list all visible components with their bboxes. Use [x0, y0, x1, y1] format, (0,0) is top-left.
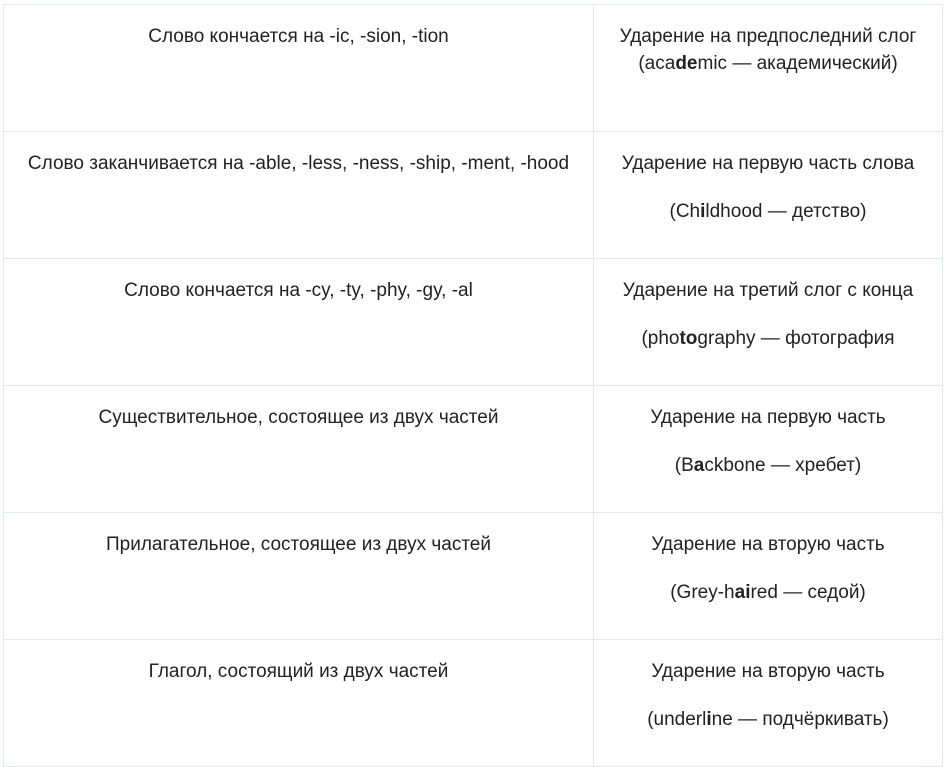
- rule-cell: [4, 259, 594, 386]
- rule-text: Слово кончается на -cy, -ty, -phy, -gy, -al: [124, 280, 473, 301]
- table-row: [4, 640, 943, 767]
- stress-example: (Childhood — детство): [669, 201, 867, 222]
- table-row: [4, 5, 943, 132]
- stress-description: Ударение на вторую часть: [651, 661, 885, 682]
- stress-cell: [594, 386, 943, 513]
- rule-text: Глагол, состоящий из двух частей: [148, 661, 449, 682]
- stressed-syllable: to: [679, 328, 698, 349]
- table-row: [4, 386, 943, 513]
- stress-cell: [594, 640, 943, 767]
- rule-cell: [4, 386, 594, 513]
- table-row: [4, 513, 943, 640]
- rule-text: Слово заканчивается на -able, -less, -ness, -ship, -ment, -hood: [27, 153, 570, 174]
- stressed-syllable: de: [675, 53, 698, 74]
- rule-cell: [4, 132, 594, 259]
- stress-example: (Grey-haired — седой): [670, 582, 866, 603]
- stress-description: Ударение на предпоследний слог: [619, 26, 917, 47]
- stressed-syllable: ai: [734, 582, 751, 603]
- stress-cell: [594, 259, 943, 386]
- rule-cell: [4, 5, 594, 132]
- rule-cell: [4, 640, 594, 767]
- stress-example: (underline — подчёркивать): [647, 709, 889, 730]
- stress-description: Ударение на третий слог с конца: [622, 280, 914, 301]
- stress-example: (academic — академический): [638, 53, 898, 74]
- table-row: [4, 132, 943, 259]
- rule-text: Существительное, состоящее из двух частей: [98, 407, 499, 428]
- rule-text: Прилагательное, состоящее из двух частей: [106, 534, 491, 555]
- stress-cell: [594, 132, 943, 259]
- stress-cell: [594, 513, 943, 640]
- stressed-syllable: i: [706, 709, 712, 730]
- stressed-syllable: i: [700, 201, 706, 222]
- stress-example: (photography — фотография: [641, 328, 895, 349]
- stress-description: Ударение на вторую часть: [651, 534, 885, 555]
- stress-rules-table: [3, 4, 943, 767]
- stress-description: Ударение на первую часть слова: [621, 153, 915, 174]
- stress-example: (Backbone — хребет): [674, 455, 862, 476]
- stressed-syllable: a: [693, 455, 705, 476]
- stress-description: Ударение на первую часть: [650, 407, 886, 428]
- rule-cell: [4, 513, 594, 640]
- table-row: [4, 259, 943, 386]
- rule-text: Слово кончается на -ic, -sion, -tion: [148, 26, 449, 47]
- stress-cell: [594, 5, 943, 132]
